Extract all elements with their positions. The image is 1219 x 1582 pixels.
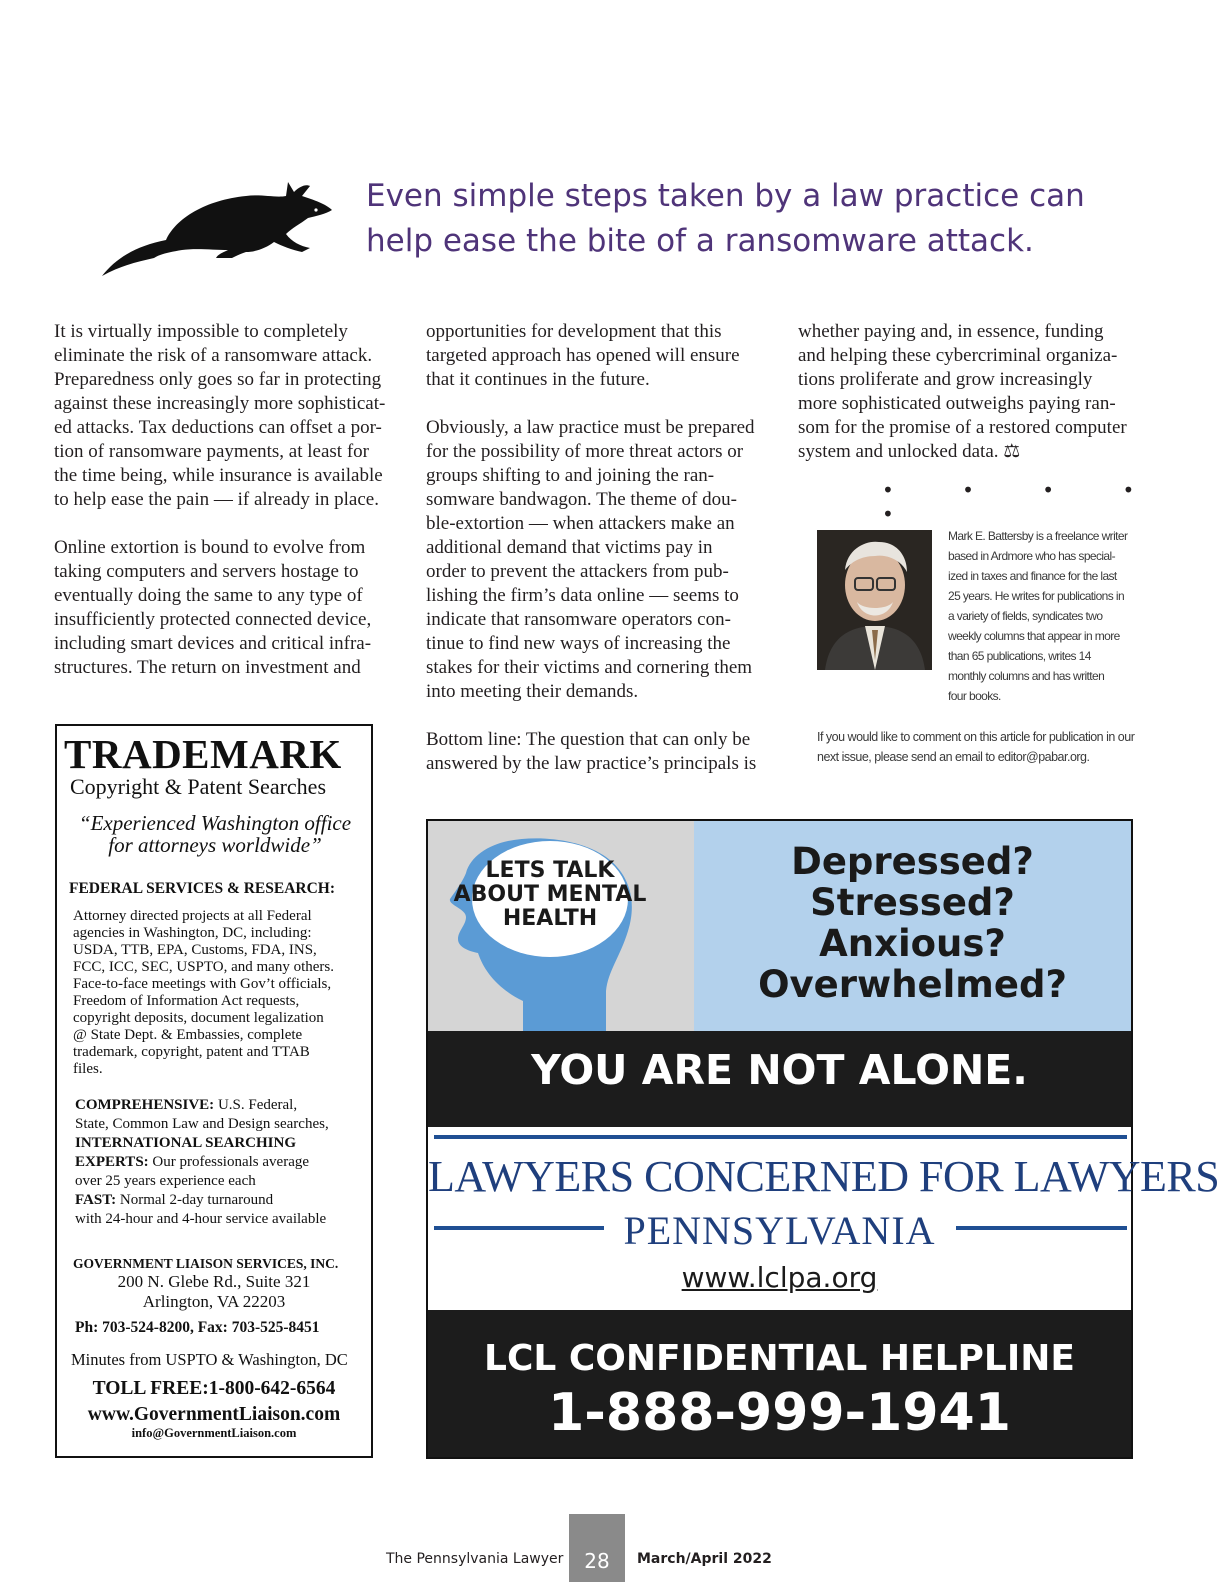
comment-note <box>817 727 1147 767</box>
article-line: groups shifting to and joining the ran- <box>426 465 715 486</box>
article-column-3 <box>798 320 1143 488</box>
fed-line: Freedom of Information Act requests, <box>73 993 300 1009</box>
trademark-ad-company: GOVERNMENT LIAISON SERVICES, INC. <box>73 1256 339 1271</box>
address-line: 200 N. Glebe Rd., Suite 321 <box>117 1272 311 1291</box>
lcl-not-alone: YOU ARE NOT ALONE. <box>531 1046 1028 1094</box>
comp-line: over 25 years experience each <box>75 1173 256 1189</box>
article-line: the time being, while insurance is available <box>54 465 383 486</box>
author-bio-line: weekly columns that appear in more <box>948 629 1120 643</box>
article-column-2 <box>426 320 771 800</box>
article-line: indicate that ransomware operators con- <box>426 609 731 630</box>
trademark-ad-minutes: Minutes from USPTO & Washington, DC <box>71 1350 348 1369</box>
comp-line: State, Common Law and Design searches, <box>75 1116 329 1132</box>
article-line: Preparedness only goes so far in protecting <box>54 369 382 390</box>
fed-line: trademark, copyright, patent and TTAB <box>73 1044 310 1060</box>
article-paragraph <box>798 320 1143 464</box>
article-line: Bottom line: The question that can only be <box>426 729 751 750</box>
footer-publication: The Pennsylvania Lawyer <box>386 1551 564 1567</box>
fed-line: Attorney directed projects at all Federal <box>73 908 312 924</box>
article-line: insufficiently protected connected device, <box>54 609 372 630</box>
lcl-rule-top <box>434 1135 1127 1139</box>
article-line: order to prevent the attackers from pub- <box>426 561 729 582</box>
trademark-ad-quote: “Experienced Washington office for attorneys worldwide” <box>78 811 352 857</box>
footer-page-number: 28 <box>584 1549 610 1573</box>
pull-quote-line: Even simple steps taken by a law practice can <box>366 178 1085 214</box>
article-line: including smart devices and critical infra- <box>54 633 372 654</box>
article-paragraph <box>426 416 771 704</box>
article-line: that it continues in the future. <box>426 369 650 390</box>
article-line: somware bandwagon. The theme of dou- <box>426 489 737 510</box>
article-line: opportunities for development that this <box>426 321 722 342</box>
article-line: eliminate the risk of a ransomware attack. <box>54 345 373 366</box>
fed-line: @ State Dept. & Embassies, complete <box>73 1027 303 1043</box>
article-paragraph <box>54 536 394 680</box>
trademark-ad-title: TRADEMARK <box>64 731 342 777</box>
lcl-questions <box>694 841 1131 1005</box>
comp-line: COMPREHENSIVE: U.S. Federal, <box>75 1097 298 1113</box>
trademark-ad-toll-free: TOLL FREE:1-800-642-6564 <box>92 1378 336 1399</box>
fed-line: Face-to-face meetings with Gov’t officials, <box>73 976 332 992</box>
trademark-ad-email[interactable]: info@GovernmentLiaison.com <box>131 1426 297 1440</box>
author-bio-line: based in Ardmore who has special- <box>948 549 1115 563</box>
fed-line: FCC, ICC, SEC, USPTO, and many others. <box>73 959 334 975</box>
author-bio-line: monthly columns and has written <box>948 669 1105 683</box>
article-line: into meeting their demands. <box>426 681 639 702</box>
article-line: system and unlocked data. ⚖ <box>798 441 1021 462</box>
article-line: targeted approach has opened will ensure <box>426 345 740 366</box>
trademark-ad-fed-heading: FEDERAL SERVICES & RESEARCH: <box>69 880 336 897</box>
head-text-line: HEALTH <box>502 906 598 931</box>
article-line: taking computers and servers hostage to <box>54 561 359 582</box>
author-bio-line: a variety of fields, syndicates two <box>948 609 1103 623</box>
article-line: for the possibility of more threat actors or <box>426 441 744 462</box>
lcl-url-link[interactable]: www.lclpa.org <box>681 1261 878 1294</box>
pull-quote <box>366 174 1166 264</box>
article-line: to help ease the pain — if already in place. <box>54 489 379 510</box>
article-line: Obviously, a law practice must be prepared <box>426 417 755 438</box>
comp-line: INTERNATIONAL SEARCHING <box>75 1135 297 1151</box>
article-line: against these increasingly more sophisticat- <box>54 393 386 414</box>
author-bio-line: than 65 publications, writes 14 <box>948 649 1091 663</box>
article-line: ed attacks. Tax deductions can offset a por- <box>54 417 382 438</box>
head-profile-icon <box>428 821 694 1031</box>
article-column-1 <box>54 320 394 704</box>
article-paragraph <box>426 728 771 776</box>
lcl-org-name: LAWYERS CONCERNED FOR LAWYERS <box>428 1152 1219 1201</box>
lcl-org-state: PENNSYLVANIA <box>623 1208 936 1253</box>
lcl-ad <box>426 819 1219 1459</box>
trademark-ad-address <box>57 1272 371 1312</box>
article-line: and helping these cybercriminal organiza- <box>798 345 1118 366</box>
lcl-question: Depressed? <box>791 840 1034 883</box>
article-line: answered by the law practice’s principals is <box>426 753 757 774</box>
author-bio <box>948 526 1128 706</box>
article-line: tions proliferate and grow increasingly <box>798 369 1093 390</box>
address-line: Arlington, VA 22203 <box>142 1292 286 1311</box>
lcl-question: Overwhelmed? <box>758 963 1067 1006</box>
lcl-helpline-label: LCL CONFIDENTIAL HELPLINE <box>484 1338 1075 1379</box>
article-line: tion of ransomware payments, at least for <box>54 441 369 462</box>
article-line: more sophisticated outweighs paying ran- <box>798 393 1116 414</box>
comp-line: with 24-hour and 4-hour service available <box>75 1211 327 1227</box>
author-bio-line: four books. <box>948 689 1001 703</box>
head-text-line: LETS TALK <box>485 858 615 883</box>
head-text-line: ABOUT MENTAL <box>453 882 647 907</box>
rat-illustration <box>96 178 336 280</box>
author-photo <box>817 530 932 670</box>
trademark-ad-comprehensive <box>75 1096 329 1229</box>
article-line: som for the promise of a restored computer <box>798 417 1127 438</box>
comment-line: next issue, please send an email to editor@pabar.org. <box>817 750 1090 764</box>
lcl-question: Stressed? <box>810 881 1015 924</box>
trademark-ad-phone: Ph: 703-524-8200, Fax: 703-525-8451 <box>75 1319 320 1336</box>
lcl-question: Anxious? <box>819 922 1006 965</box>
trademark-ad-fed-body <box>73 908 334 1078</box>
article-line: It is virtually impossible to completely <box>54 321 348 342</box>
trademark-ad <box>55 724 373 1458</box>
trademark-ad-subtitle: Copyright & Patent Searches <box>70 774 327 799</box>
article-line: eventually doing the same to any type of <box>54 585 363 606</box>
article-line: tinue to find new ways of increasing the <box>426 633 731 654</box>
article-paragraph <box>426 320 771 392</box>
fed-line: agencies in Washington, DC, including: <box>73 925 312 941</box>
article-line: Online extortion is bound to evolve from <box>54 537 366 558</box>
pull-quote-line: help ease the bite of a ransomware attack. <box>366 223 1034 259</box>
author-bio-line: Mark E. Battersby is a freelance writer <box>948 529 1128 543</box>
article-line: whether paying and, in essence, funding <box>798 321 1104 342</box>
lcl-helpline-number[interactable]: 1-888-999-1941 <box>548 1383 1011 1443</box>
article-line: structures. The return on investment and <box>54 657 361 678</box>
author-bio-line: ized in taxes and finance for the last <box>948 569 1117 583</box>
fed-line: USDA, TTB, EPA, Customs, FDA, INS, <box>73 942 317 958</box>
end-dots: • • • • • <box>882 478 1166 526</box>
article-line: additional demand that victims pay in <box>426 537 713 558</box>
article-line: lishing the firm’s data online — seems to <box>426 585 739 606</box>
fed-line: copyright deposits, document legalization <box>73 1010 324 1026</box>
article-line: ble-extortion — when attackers make an <box>426 513 735 534</box>
fed-line: files. <box>73 1061 103 1077</box>
comp-line: EXPERTS: Our professionals average <box>75 1154 310 1170</box>
article-paragraph <box>54 320 394 512</box>
comp-line: FAST: Normal 2-day turnaround <box>75 1192 274 1208</box>
footer-issue: March/April 2022 <box>637 1551 772 1567</box>
article-line: stakes for their victims and cornering them <box>426 657 753 678</box>
trademark-ad-website[interactable]: www.GovernmentLiaison.com <box>87 1404 341 1425</box>
author-bio-line: 25 years. He writes for publications in <box>948 589 1125 603</box>
comment-line: If you would like to comment on this article for publication in our <box>817 730 1135 744</box>
